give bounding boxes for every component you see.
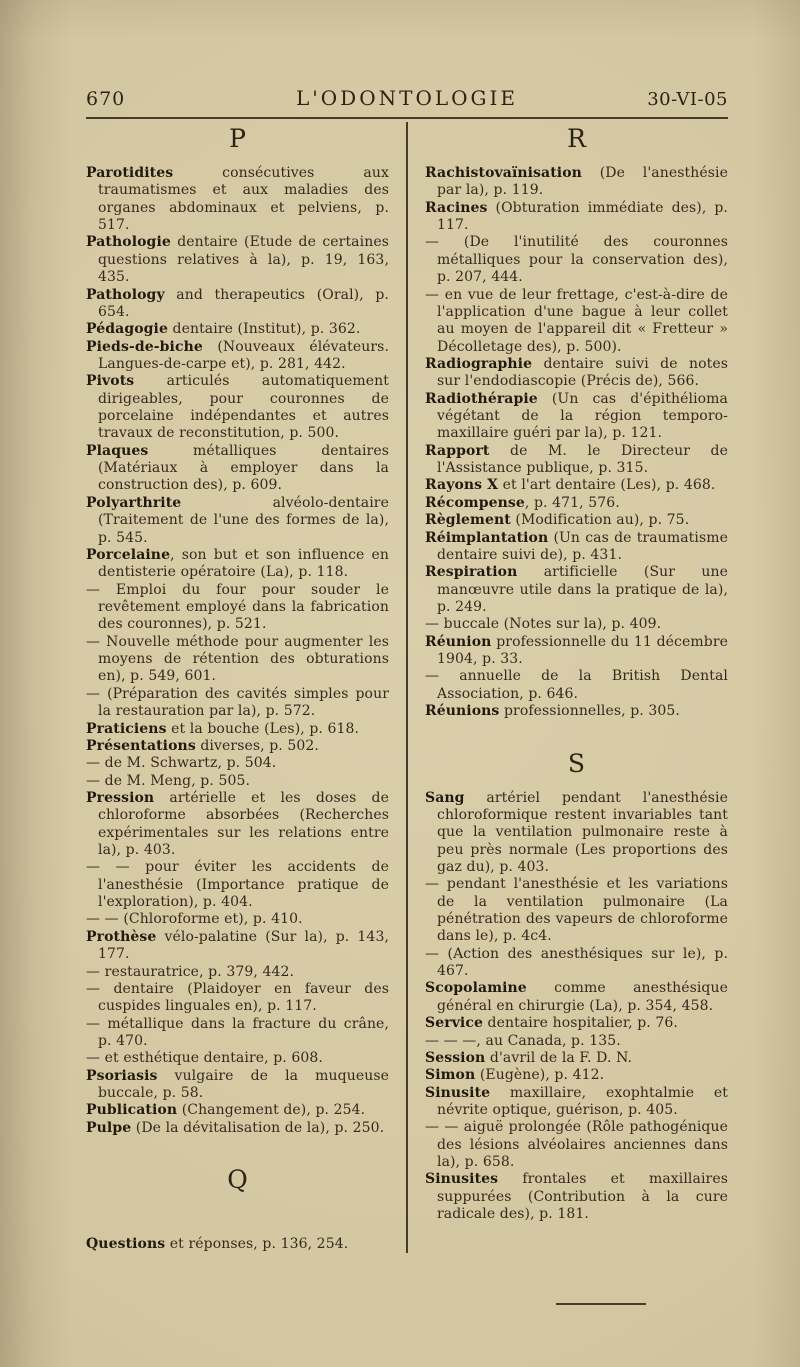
entry-text: , au Canada, p. 135. xyxy=(476,1032,621,1049)
index-entry xyxy=(425,1119,728,1171)
entry-term: — xyxy=(425,616,440,633)
entry-text: et l'art dentaire (Les), p. 468. xyxy=(498,477,716,494)
index-section-r xyxy=(425,124,728,721)
entry-text: vulgaire de la muqueuse buccale, p. 58. xyxy=(98,1067,389,1102)
entry-text: dentaire (Etude de certaines questions relatives à la), p. 19, 163, 435. xyxy=(98,234,389,286)
entry-term: Polyarthrite xyxy=(86,494,182,511)
index-entry xyxy=(86,790,389,859)
header-rule xyxy=(86,117,728,119)
entry-text: (Modification au), p. 75. xyxy=(510,512,690,529)
entry-text: métalliques dentaires (Matériaux à employer dans la construction des), p. 609. xyxy=(98,442,389,494)
entry-text: pendant l'anesthésie et les variations de la ventilation pulmonaire (La pénétration des vapeurs de chloroforme dans le), p. 4c4. xyxy=(437,876,728,945)
end-rule xyxy=(556,1303,646,1305)
entry-text: artificielle (Sur une manœuvre utile dans la pratique de la), p. 249. xyxy=(437,564,728,615)
entry-term: Porcelaine xyxy=(86,546,171,563)
entry-term: — xyxy=(86,980,101,997)
entry-text: frontales et maxillaires suppurées (Contribution à la cure radicale des), p. 181. xyxy=(437,1171,728,1223)
page-header xyxy=(86,86,728,110)
entry-text: (De la dévitalisation de la), p. 250. xyxy=(131,1119,385,1136)
entry-term: Scopolamine xyxy=(425,980,527,997)
section-letter: P xyxy=(229,124,246,153)
section-letter: R xyxy=(567,124,586,153)
entry-term: Publication xyxy=(86,1102,178,1119)
entry-term: Radiothérapie xyxy=(425,390,538,407)
entry-term: Réunion xyxy=(425,633,492,650)
entry-text: diverses, p. 502. xyxy=(195,737,319,754)
index-entry xyxy=(86,1016,389,1051)
index-entry xyxy=(86,321,389,338)
index-entry xyxy=(86,339,389,374)
entry-list xyxy=(425,790,728,1224)
entry-text: pour éviter les accidents de l'anesthésie (Importance pratique de l'exploration), p. 404. xyxy=(98,859,389,911)
entry-term: Simon xyxy=(425,1067,476,1084)
entry-term: Sinusites xyxy=(425,1171,499,1188)
index-entry xyxy=(86,495,389,547)
entry-term: — xyxy=(425,668,440,685)
entry-term: Psoriasis xyxy=(86,1067,158,1084)
entry-term: Respiration xyxy=(425,564,518,581)
index-entry xyxy=(86,1102,389,1119)
index-entry xyxy=(86,373,389,442)
entry-text: et réponses, p. 136, 254. xyxy=(165,1236,349,1253)
index-entry xyxy=(86,981,389,1016)
index-entry xyxy=(425,946,728,981)
index-entry xyxy=(425,616,728,633)
index-entry xyxy=(86,234,389,286)
entry-term: Parotidites xyxy=(86,165,174,181)
entry-term: Présentations xyxy=(86,737,196,754)
entry-text: dentaire (Plaidoyer en faveur des cuspides linguales en), p. 117. xyxy=(98,980,389,1015)
entry-term: — xyxy=(86,772,101,789)
index-entry xyxy=(425,1050,728,1067)
entry-text: Nouvelle méthode pour augmenter les moyens de rétention des obturations en), p. 549, 601. xyxy=(98,633,389,685)
index-entry xyxy=(425,980,728,1015)
journal-title: L'ODONTOLOGIE xyxy=(296,86,518,110)
left-column xyxy=(86,122,389,1253)
entry-text: comme anesthésique général en chirurgie (La), p. 354, 458. xyxy=(437,980,728,1014)
index-entry xyxy=(86,287,389,322)
index-entry xyxy=(425,443,728,478)
entry-text: (Nouveaux élévateurs. Langues-de-carpe et), p. 281, 442. xyxy=(98,338,389,372)
entry-text: professionnelles, p. 305. xyxy=(499,703,680,720)
entry-list xyxy=(86,1236,389,1253)
entry-term: — xyxy=(86,1015,101,1032)
entry-term: Récompense xyxy=(425,494,525,511)
entry-term: Praticiens xyxy=(86,720,167,737)
index-entry xyxy=(86,721,389,738)
index-entry xyxy=(86,686,389,721)
entry-text: annuelle de la British Dental Association, p. 646. xyxy=(437,668,728,702)
entry-term: — xyxy=(86,1050,101,1067)
entry-term: Sang xyxy=(425,789,465,806)
entry-text: (Changement de), p. 254. xyxy=(177,1102,366,1119)
index-entry xyxy=(86,634,389,686)
entry-term: Pression xyxy=(86,789,155,806)
entry-term: Pivots xyxy=(86,373,135,390)
index-entry xyxy=(425,391,728,443)
entry-term: Service xyxy=(425,1015,483,1032)
entry-term: Rapport xyxy=(425,442,490,459)
entry-term: Pulpe xyxy=(86,1119,132,1136)
entry-list xyxy=(425,165,728,721)
entry-text: et esthétique dentaire, p. 608. xyxy=(100,1050,323,1067)
entry-text: alvéolo-dentaire (Traitement de l'une des formes de la), p. 545. xyxy=(98,494,389,546)
entry-term: Réunions xyxy=(425,703,500,720)
entry-text: (Un cas de traumatisme dentaire suivi de), p. 431. xyxy=(437,529,728,563)
entry-term: — xyxy=(425,286,440,303)
index-entry xyxy=(86,1068,389,1103)
index-entry xyxy=(425,703,728,720)
entry-text: (Eugène), p. 412. xyxy=(475,1067,605,1084)
entry-text: vélo-palatine (Sur la), p. 143, 177. xyxy=(98,928,389,963)
entry-text: et la bouche (Les), p. 618. xyxy=(166,720,360,737)
entry-term: Radiographie xyxy=(425,355,533,372)
issue-date: 30-VI-05 xyxy=(647,89,728,110)
entry-term: Pieds-de-biche xyxy=(86,338,203,355)
index-entry xyxy=(86,738,389,755)
entry-term: — — — xyxy=(425,1032,477,1049)
entry-term: — — xyxy=(86,859,130,876)
index-entry xyxy=(425,287,728,356)
entry-term: Session xyxy=(425,1049,486,1066)
entry-text: aiguë prolongée (Rôle pathogénique des lésions alvéolaires anciennes dans la), p. 658. xyxy=(437,1119,728,1171)
index-entry xyxy=(425,668,728,703)
index-entry xyxy=(425,790,728,877)
entry-text: dentaire hospitalier, p. 76. xyxy=(482,1015,678,1032)
entry-text: (Action des anesthésiques sur le), p. 467. xyxy=(437,945,728,980)
entry-text: , son but et son influence en dentisterie opératoire (La), p. 118. xyxy=(98,546,389,581)
entry-text: en vue de leur frettage, c'est-à-dire de l'application d'une bague à leur collet au moyen de l'appareil dit « Fretteur » Décolletage des), p. 500). xyxy=(437,286,728,355)
entry-term: — xyxy=(86,963,101,980)
entry-text: maxillaire, exophtalmie et névrite optique, guérison, p. 405. xyxy=(437,1084,728,1118)
entry-term: Plaques xyxy=(86,442,149,459)
entry-term: Réimplantation xyxy=(425,529,549,546)
index-entry xyxy=(86,547,389,582)
entry-text: (De l'anesthésie par la), p. 119. xyxy=(437,165,728,199)
entry-text: de M. le Directeur de l'Assistance publique, p. 315. xyxy=(437,442,728,477)
index-entry xyxy=(425,495,728,512)
entry-text: (Un cas d'épithélioma végétant de la région temporo-maxillaire guéri par la), p. 121. xyxy=(437,390,728,442)
entry-term: Pathology xyxy=(86,286,165,303)
index-section-q xyxy=(86,1165,389,1253)
index-entry xyxy=(86,1236,389,1253)
entry-text: consécutives aux traumatismes et aux maladies des organes abdominaux et pelviens, p. 517. xyxy=(98,165,389,234)
index-entry xyxy=(86,443,389,495)
index-entry xyxy=(425,876,728,945)
entry-text: (Préparation des cavités simples pour la restauration par la), p. 572. xyxy=(98,685,389,720)
index-section-p xyxy=(86,124,389,1137)
entry-term: — xyxy=(86,755,101,772)
entry-list xyxy=(86,165,389,1137)
entry-term: — xyxy=(86,581,101,598)
index-entry xyxy=(425,530,728,565)
index-entry xyxy=(86,773,389,790)
index-entry xyxy=(86,1050,389,1067)
entry-text: , p. 471, 576. xyxy=(524,494,620,511)
entry-term: Rayons X xyxy=(425,477,499,494)
entry-term: — xyxy=(86,633,101,650)
index-entry xyxy=(86,929,389,964)
index-entry xyxy=(425,1171,728,1223)
index-entry xyxy=(86,859,389,911)
entry-text: restauratrice, p. 379, 442. xyxy=(100,963,295,980)
entry-text: dentaire suivi de notes sur l'endodiascopie (Précis de), 566. xyxy=(437,355,728,390)
section-letter: S xyxy=(567,748,586,778)
page-number: 670 xyxy=(86,88,126,110)
section-letter: Q xyxy=(227,1165,248,1195)
column-divider xyxy=(406,122,408,1253)
entry-term: — xyxy=(86,685,101,702)
entry-text: Emploi du four pour souder le revêtement employé dans la fabrication des couronnes), p. 521. xyxy=(98,581,389,633)
entry-text: artérielle et les doses de chloroforme absorbées (Recherches expérimentales sur les relations entre la), p. 403. xyxy=(98,789,389,859)
entry-term: — — xyxy=(425,1119,459,1136)
entry-term: — xyxy=(425,945,440,962)
index-entry xyxy=(425,477,728,494)
entry-text: d'avril de la F. D. N. xyxy=(485,1049,633,1066)
entry-term: — — xyxy=(86,911,119,928)
entry-term: — xyxy=(425,876,440,893)
entry-term: Questions xyxy=(86,1236,166,1253)
index-entry xyxy=(425,1015,728,1032)
index-entry xyxy=(425,512,728,529)
index-entry xyxy=(86,1120,389,1137)
entry-term: Règlement xyxy=(425,512,511,529)
index-entry xyxy=(425,165,728,200)
index-entry xyxy=(425,234,728,286)
index-entry xyxy=(425,356,728,391)
entry-term: Rachistovaïnisation xyxy=(425,165,582,181)
entry-text: (De l'inutilité des couronnes métalliques pour la conservation des), p. 207, 444. xyxy=(437,234,728,286)
entry-text: buccale (Notes sur la), p. 409. xyxy=(439,616,662,633)
index-section-s xyxy=(425,749,728,1224)
entry-text: de M. Meng, p. 505. xyxy=(100,772,251,789)
entry-term: Racines xyxy=(425,199,488,216)
entry-term: Pédagogie xyxy=(86,321,168,338)
index-entry xyxy=(86,964,389,981)
right-column xyxy=(425,122,728,1253)
entry-term: — xyxy=(425,234,440,251)
index-entry xyxy=(425,1085,728,1120)
entry-text: de M. Schwartz, p. 504. xyxy=(100,755,277,772)
entry-text: professionnelle du 11 décembre 1904, p. 33. xyxy=(437,633,728,668)
entry-term: Prothèse xyxy=(86,928,157,945)
entry-text: (Obturation immédiate des), p. 117. xyxy=(437,199,728,234)
entry-term: Sinusite xyxy=(425,1084,491,1101)
entry-text: dentaire (Institut), p. 362. xyxy=(167,321,361,338)
index-entry xyxy=(86,165,389,234)
entry-term: Pathologie xyxy=(86,234,171,251)
index-entry xyxy=(425,564,728,616)
entry-text: articulés automatiquement dirigeables, pour couronnes de porcelaine indépendantes et autres travaux de reconstitution, p. 500. xyxy=(98,373,389,442)
entry-text: métallique dans la fracture du crâne, p. 470. xyxy=(98,1015,389,1049)
index-entry xyxy=(425,1033,728,1050)
index-entry xyxy=(86,582,389,634)
index-entry xyxy=(425,1067,728,1084)
entry-text: and therapeutics (Oral), p. 654. xyxy=(98,286,389,320)
index-entry xyxy=(425,634,728,669)
entry-text: artériel pendant l'anesthésie chloroformique restent invariables tant que la ventilation pulmonaire reste à peu près normale (Les proportions des gaz du), p. 403. xyxy=(437,789,728,875)
entry-text: (Chloroforme et), p. 410. xyxy=(118,911,303,928)
index-entry xyxy=(425,200,728,235)
index-entry xyxy=(86,911,389,928)
index-entry xyxy=(86,755,389,772)
index-columns xyxy=(86,122,728,1253)
